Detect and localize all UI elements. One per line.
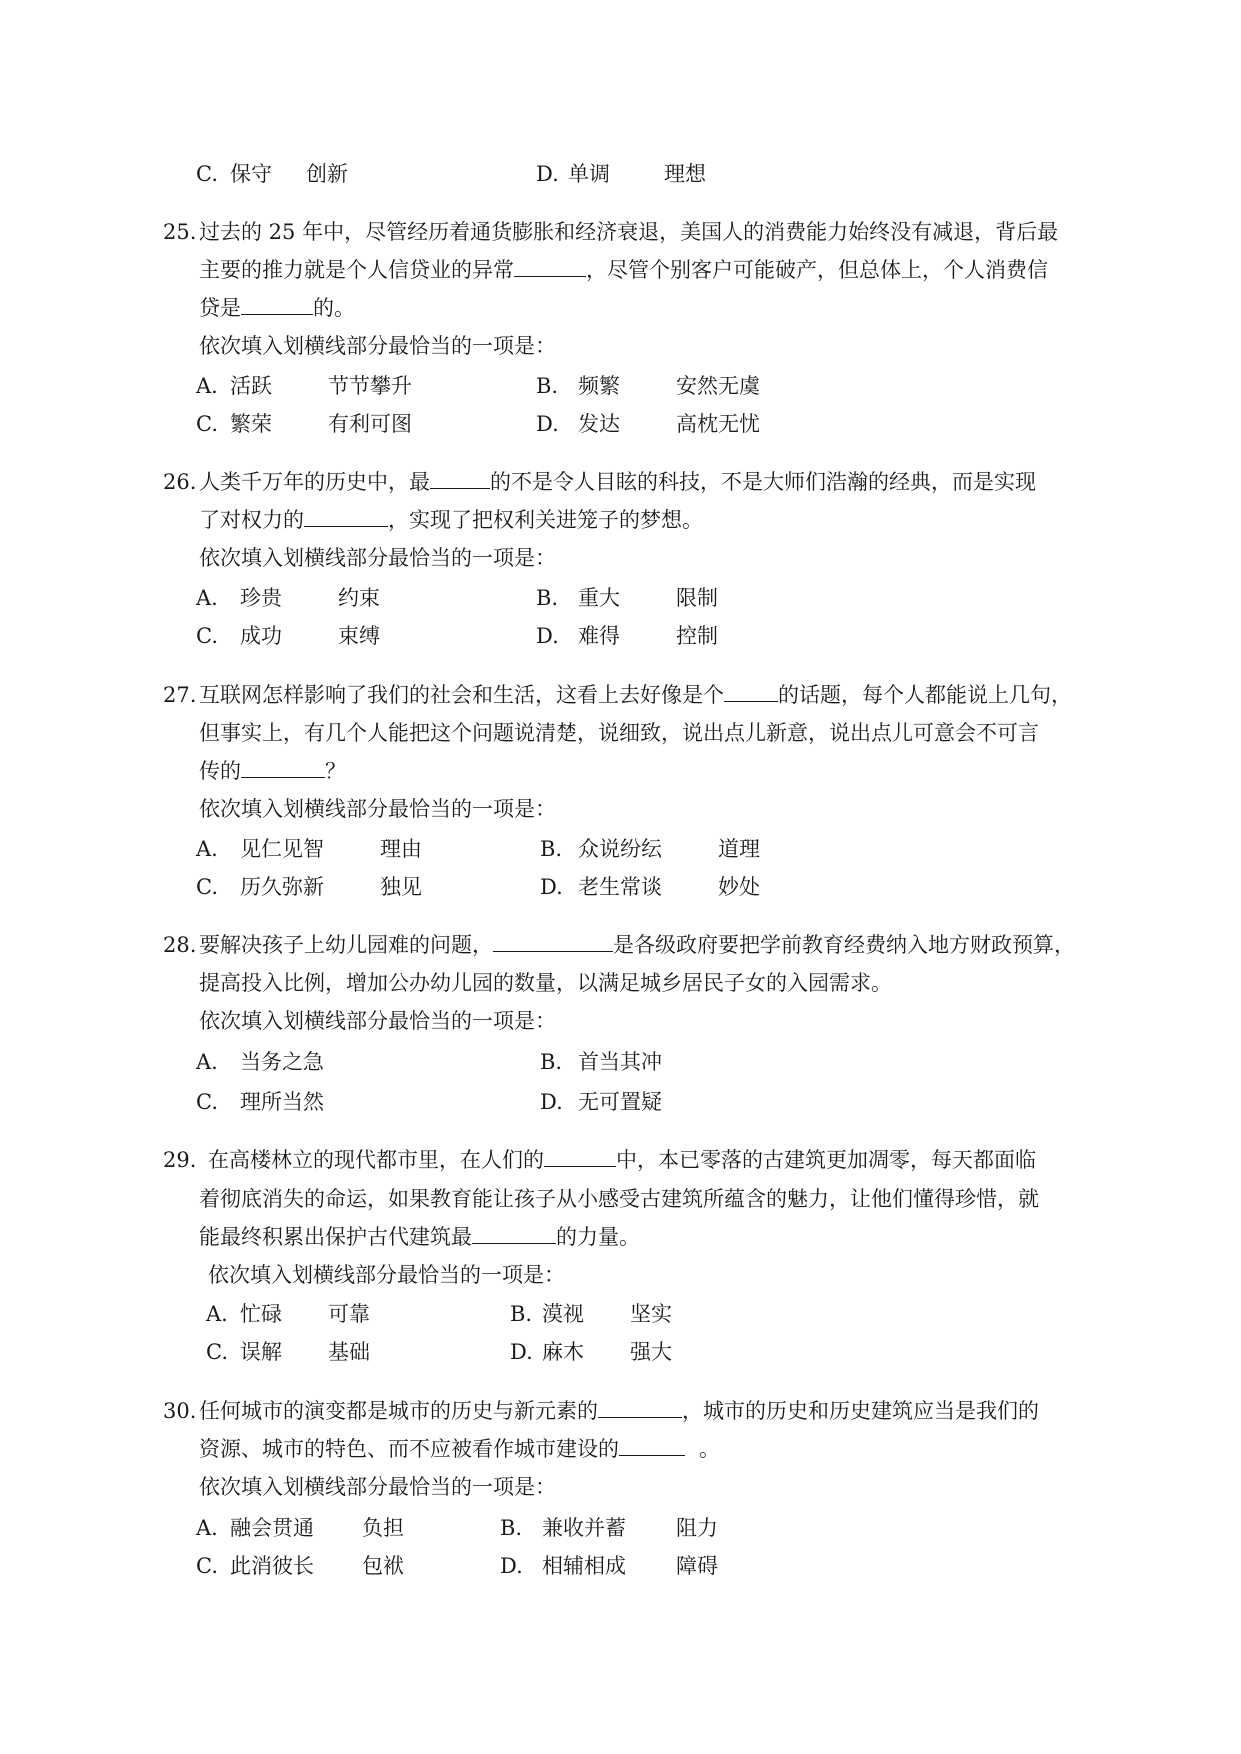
q28-line1-b: 是各级政府要把学前教育经费纳入地方财政预算， <box>613 933 1075 957</box>
q25-line3-a: 贷是 <box>199 296 241 320</box>
q26-option-c-word2: 束缚 <box>338 624 380 648</box>
q30-option-a-letter: A. <box>196 1516 218 1540</box>
q26-option-c-word1: 成功 <box>240 624 282 648</box>
q25-option-b-letter: B. <box>536 374 559 398</box>
q28-line2: 提高投入比例，增加公办幼儿园的数量，以满足城乡居民子女的入园需求。 <box>199 971 892 995</box>
q26-option-a-letter: A. <box>196 586 218 610</box>
q26-line1 <box>199 468 1036 496</box>
q28-option-d-letter: D. <box>540 1090 563 1114</box>
q27-option-a-letter: A. <box>196 837 218 861</box>
q30-option-a-word1: 融会贯通 <box>230 1516 314 1540</box>
option-c-letter: C. <box>196 162 218 186</box>
q25-option-c-word2: 有利可图 <box>328 412 412 436</box>
q29-option-c-word1: 误解 <box>240 1340 282 1364</box>
q26-option-d-word1: 难得 <box>578 624 620 648</box>
q26-option-d-word2: 控制 <box>676 624 718 648</box>
q27-blank-1 <box>724 681 778 702</box>
option-d-word1: 单调 <box>568 162 610 186</box>
q30-option-a-word2: 负担 <box>362 1516 404 1540</box>
q30-line1 <box>199 1397 1039 1425</box>
q25-line2 <box>199 256 1048 284</box>
q26-line1-b: 的不是令人目眩的科技，不是大师们浩瀚的经典，而是实现 <box>490 470 1036 494</box>
q28-line1 <box>199 931 1075 959</box>
q28-option-c-word1: 理所当然 <box>240 1090 324 1114</box>
q27-option-b-word1: 众说纷纭 <box>578 837 662 861</box>
q26-option-c-letter: C. <box>196 624 218 648</box>
q26-instruction: 依次填入划横线部分最恰当的一项是： <box>199 546 556 570</box>
q30-option-b-letter: B. <box>500 1516 523 1540</box>
q25-option-a-letter: A. <box>196 374 218 398</box>
q29-option-a-letter: A. <box>206 1302 228 1326</box>
q27-option-a-word2: 理由 <box>380 837 422 861</box>
q26-blank-2 <box>304 506 388 527</box>
q26-option-b-word1: 重大 <box>578 586 620 610</box>
q27-option-d-letter: D. <box>540 875 563 899</box>
q30-instruction: 依次填入划横线部分最恰当的一项是： <box>199 1475 556 1499</box>
q27-line3-b: ？ <box>325 759 346 783</box>
q29-line1 <box>208 1146 1036 1174</box>
q29-option-a-word2: 可靠 <box>328 1302 370 1326</box>
q26-option-d-letter: D. <box>536 624 559 648</box>
q27-line1-b: 的话题，每个人都能说上几句， <box>778 683 1072 707</box>
q28-option-c-letter: C. <box>196 1090 218 1114</box>
q29-option-c-word2: 基础 <box>328 1340 370 1364</box>
q28-option-a-word1: 当务之急 <box>240 1050 324 1074</box>
q25-line2-a: 主要的推力就是个人信贷业的异常 <box>199 258 514 282</box>
q25-instruction: 依次填入划横线部分最恰当的一项是： <box>199 334 556 358</box>
option-d-word2: 理想 <box>664 162 706 186</box>
q27-line2: 但事实上，有几个人能把这个问题说清楚，说细致，说出点儿新意，说出点儿可意会不可言 <box>199 721 1039 745</box>
q28-blank-1 <box>493 931 613 952</box>
q27-line1 <box>199 681 1072 709</box>
q27-line3-a: 传的 <box>199 759 241 783</box>
q29-option-b-word2: 坚实 <box>630 1302 672 1326</box>
q29-option-d-word2: 强大 <box>630 1340 672 1364</box>
q30-option-c-word1: 此消彼长 <box>230 1554 314 1578</box>
q27-line3 <box>199 757 346 785</box>
q30-line1-a: 任何城市的演变都是城市的历史与新元素的 <box>199 1399 598 1423</box>
option-d-letter: D. <box>536 162 559 186</box>
q26-option-a-word1: 珍贵 <box>240 586 282 610</box>
q25-number: 25. <box>163 220 197 244</box>
q25-option-c-letter: C. <box>196 412 218 436</box>
q27-line1-a: 互联网怎样影响了我们的社会和生活，这看上去好像是个 <box>199 683 724 707</box>
q25-option-c-word1: 繁荣 <box>230 412 272 436</box>
q26-option-b-word2: 限制 <box>676 586 718 610</box>
q30-option-c-letter: C. <box>196 1554 218 1578</box>
q29-option-c-letter: C. <box>206 1340 228 1364</box>
q26-line2 <box>199 506 703 534</box>
q29-instruction: 依次填入划横线部分最恰当的一项是： <box>208 1263 565 1287</box>
q29-line3 <box>199 1223 640 1251</box>
q28-number: 28. <box>163 933 197 957</box>
q25-option-d-letter: D. <box>536 412 559 436</box>
q27-option-d-word2: 妙处 <box>718 875 760 899</box>
q30-line1-b: ，城市的历史和历史建筑应当是我们的 <box>682 1399 1039 1423</box>
q25-option-b-word2: 安然无虞 <box>676 374 760 398</box>
q29-option-d-word1: 麻木 <box>542 1340 584 1364</box>
q27-option-d-word1: 老生常谈 <box>578 875 662 899</box>
q27-number: 27. <box>163 683 197 707</box>
q27-option-c-word1: 历久弥新 <box>240 875 324 899</box>
q27-option-c-letter: C. <box>196 875 218 899</box>
q29-line3-b: 的力量。 <box>556 1225 640 1249</box>
q25-option-a-word1: 活跃 <box>230 374 272 398</box>
q29-line1-a: 在高楼林立的现代都市里，在人们的 <box>208 1148 544 1172</box>
q28-option-b-letter: B. <box>540 1050 563 1074</box>
q29-blank-2 <box>472 1223 556 1244</box>
q25-option-d-word2: 高枕无忧 <box>676 412 760 436</box>
q30-option-b-word1: 兼收并蓄 <box>542 1516 626 1540</box>
q30-line2 <box>199 1435 720 1463</box>
q30-option-c-word2: 包袱 <box>362 1554 404 1578</box>
q25-blank-2 <box>241 294 313 315</box>
q30-option-d-word1: 相辅相成 <box>542 1554 626 1578</box>
q28-option-b-word1: 首当其冲 <box>578 1050 662 1074</box>
q25-line3 <box>199 294 355 322</box>
q30-blank-2 <box>619 1435 685 1456</box>
q28-instruction: 依次填入划横线部分最恰当的一项是： <box>199 1009 556 1033</box>
q25-line2-b: ，尽管个别客户可能破产，但总体上，个人消费信 <box>586 258 1048 282</box>
q26-number: 26. <box>163 470 197 494</box>
q25-option-d-word1: 发达 <box>578 412 620 436</box>
q26-option-b-letter: B. <box>536 586 559 610</box>
q29-line2: 着彻底消失的命运，如果教育能让孩子从小感受古建筑所蕴含的魅力，让他们懂得珍惜，就 <box>199 1187 1039 1211</box>
q29-option-b-letter: B. <box>510 1302 533 1326</box>
option-c-word1: 保守 <box>230 162 272 186</box>
q25-option-b-word1: 频繁 <box>578 374 620 398</box>
q30-line2-a: 资源、城市的特色、而不应被看作城市建设的 <box>199 1437 619 1461</box>
q30-line2-b: 。 <box>699 1437 720 1461</box>
q29-option-a-word1: 忙碌 <box>240 1302 282 1326</box>
q29-number: 29. <box>163 1148 197 1172</box>
q28-line1-a: 要解决孩子上幼儿园难的问题， <box>199 933 493 957</box>
option-c-word2: 创新 <box>306 162 348 186</box>
q25-line3-b: 的。 <box>313 296 355 320</box>
q27-instruction: 依次填入划横线部分最恰当的一项是： <box>199 797 556 821</box>
q27-option-c-word2: 独见 <box>380 875 422 899</box>
q26-line1-a: 人类千万年的历史中，最 <box>199 470 430 494</box>
q29-option-d-letter: D. <box>510 1340 533 1364</box>
q26-line2-a: 了对权力的 <box>199 508 304 532</box>
q29-option-b-word1: 漠视 <box>542 1302 584 1326</box>
q29-line3-a: 能最终积累出保护古代建筑最 <box>199 1225 472 1249</box>
q25-line1: 过去的 25 年中，尽管经历着通货膨胀和经济衰退，美国人的消费能力始终没有减退，背后最 <box>199 220 1059 244</box>
q30-option-d-word2: 障碍 <box>676 1554 718 1578</box>
q28-option-d-word1: 无可置疑 <box>578 1090 662 1114</box>
q28-option-a-letter: A. <box>196 1050 218 1074</box>
q26-blank-1 <box>430 468 490 489</box>
q25-blank-1 <box>514 256 586 277</box>
q30-option-b-word2: 阻力 <box>676 1516 718 1540</box>
q30-option-d-letter: D. <box>500 1554 523 1578</box>
q27-option-b-letter: B. <box>540 837 563 861</box>
q27-blank-2 <box>241 757 325 778</box>
q26-option-a-word2: 约束 <box>338 586 380 610</box>
q30-blank-1 <box>598 1397 682 1418</box>
q25-option-a-word2: 节节攀升 <box>328 374 412 398</box>
q27-option-a-word1: 见仁见智 <box>240 837 324 861</box>
q27-option-b-word2: 道理 <box>718 837 760 861</box>
q30-number: 30. <box>163 1399 197 1423</box>
q26-line2-b: ，实现了把权利关进笼子的梦想。 <box>388 508 703 532</box>
q29-line1-b: 中，本已零落的古建筑更加凋零，每天都面临 <box>616 1148 1036 1172</box>
q29-blank-1 <box>544 1146 616 1167</box>
